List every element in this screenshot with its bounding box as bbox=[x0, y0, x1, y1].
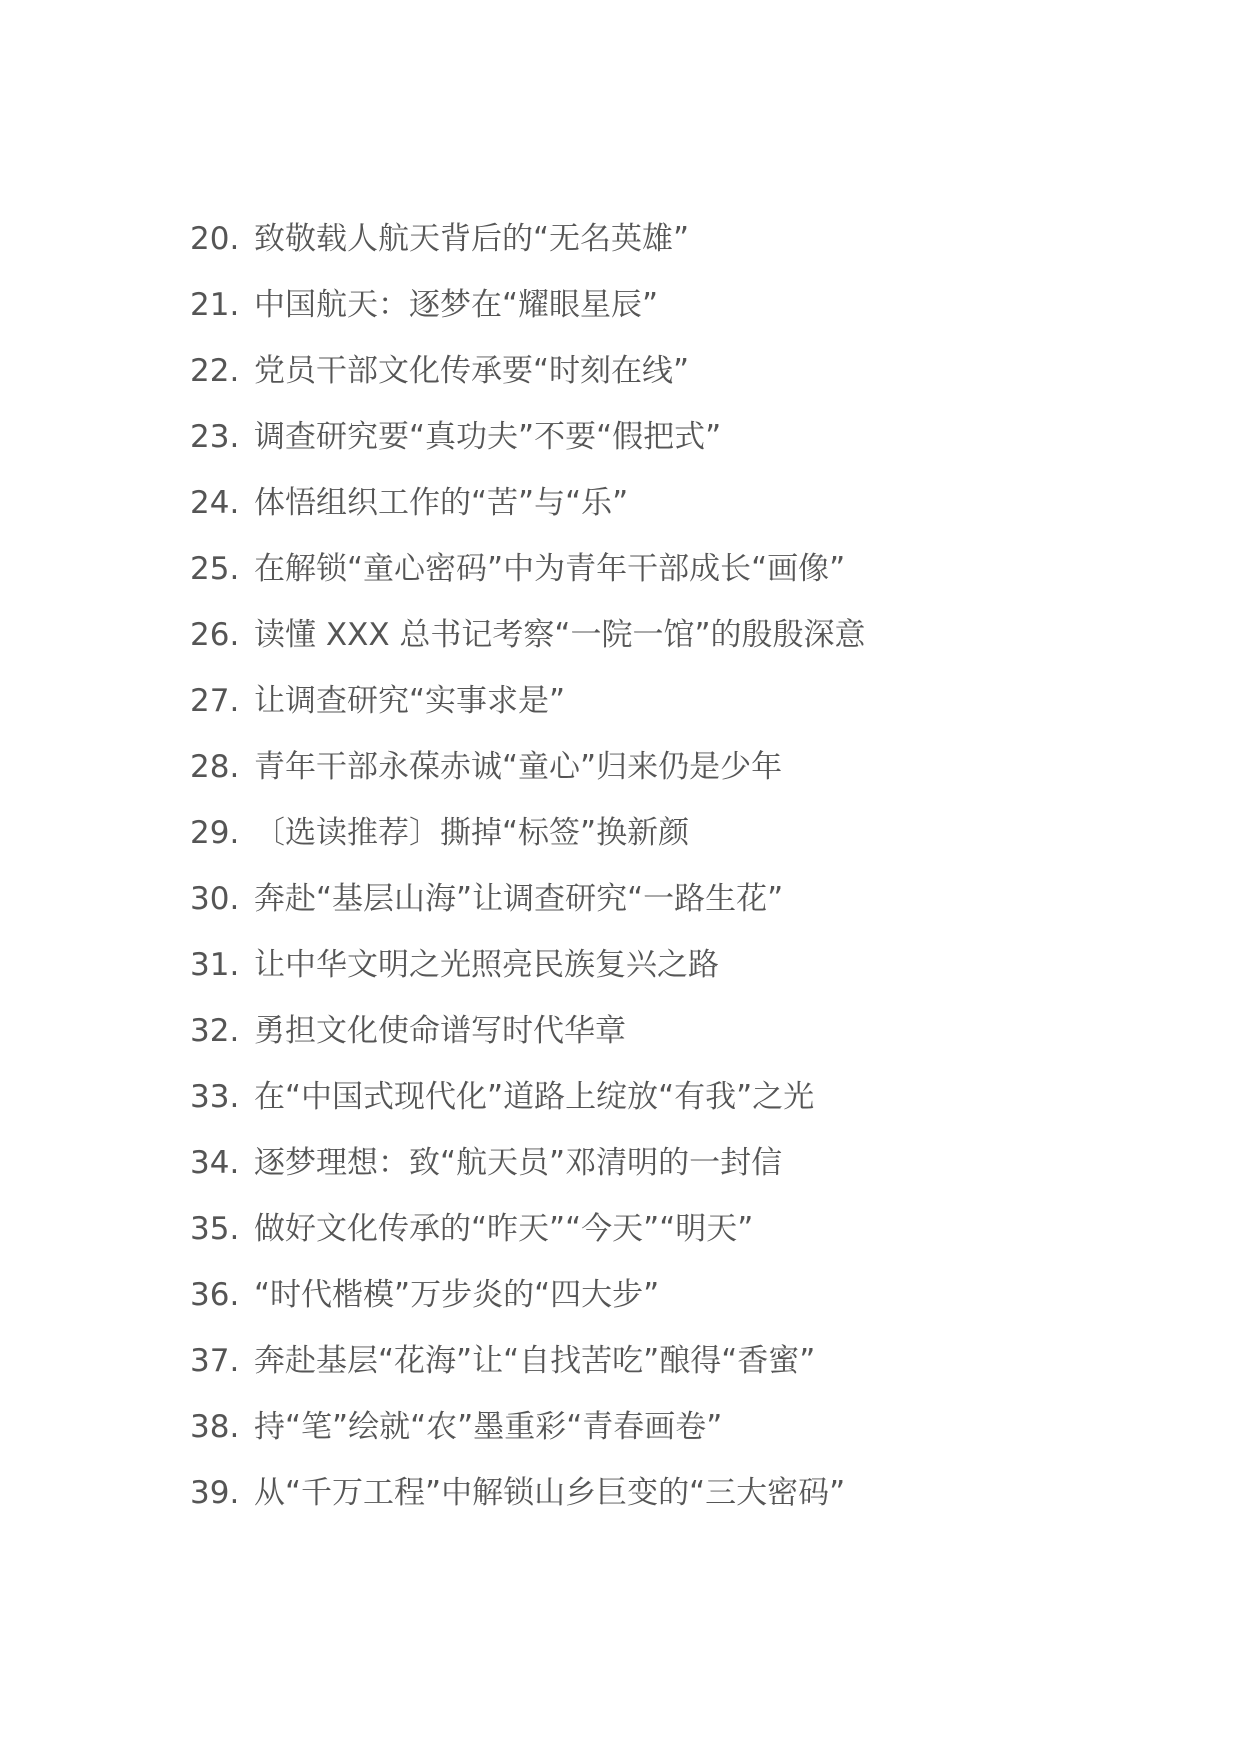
item-text: 中国航天：逐梦在“耀眼星辰” bbox=[254, 287, 659, 323]
list-item bbox=[190, 602, 1190, 668]
list-item bbox=[190, 668, 1190, 734]
list-item bbox=[190, 734, 1190, 800]
item-text: 体悟组织工作的“苦”与“乐” bbox=[254, 485, 629, 521]
list-item bbox=[190, 404, 1190, 470]
list-item bbox=[190, 272, 1190, 338]
item-text: 在“中国式现代化”道路上绽放“有我”之光 bbox=[254, 1079, 815, 1115]
list-item bbox=[190, 1328, 1190, 1394]
item-text: 逐梦理想：致“航天员”邓清明的一封信 bbox=[254, 1145, 783, 1181]
item-text: “时代楷模”万步炎的“四大步” bbox=[254, 1277, 660, 1313]
item-number: 34. bbox=[190, 1145, 240, 1181]
item-text: 勇担文化使命谱写时代华章 bbox=[254, 1013, 626, 1049]
list-item bbox=[190, 536, 1190, 602]
item-text: 让调查研究“实事求是” bbox=[254, 683, 566, 719]
item-text: 青年干部永葆赤诚“童心”归来仍是少年 bbox=[254, 749, 783, 785]
item-text: 在解锁“童心密码”中为青年干部成长“画像” bbox=[254, 551, 846, 587]
item-number: 37. bbox=[190, 1343, 240, 1379]
item-number: 28. bbox=[190, 749, 240, 785]
item-text: 做好文化传承的“昨天”“今天”“明天” bbox=[254, 1211, 754, 1247]
list-item bbox=[190, 1196, 1190, 1262]
item-text: 奔赴基层“花海”让“自找苦吃”酿得“香蜜” bbox=[254, 1343, 816, 1379]
list-item bbox=[190, 338, 1190, 404]
list-item bbox=[190, 1130, 1190, 1196]
list-item bbox=[190, 470, 1190, 536]
article-list bbox=[190, 206, 1190, 1526]
item-number: 32. bbox=[190, 1013, 240, 1049]
item-number: 29. bbox=[190, 815, 240, 851]
item-text: 党员干部文化传承要“时刻在线” bbox=[254, 353, 690, 389]
list-item bbox=[190, 1262, 1190, 1328]
item-number: 39. bbox=[190, 1475, 240, 1511]
item-text: 奔赴“基层山海”让调查研究“一路生花” bbox=[254, 881, 784, 917]
item-number: 30. bbox=[190, 881, 240, 917]
item-number: 31. bbox=[190, 947, 240, 983]
list-item bbox=[190, 1064, 1190, 1130]
item-text: 〔选读推荐〕撕掉“标签”换新颜 bbox=[254, 815, 690, 851]
item-number: 22. bbox=[190, 353, 240, 389]
item-number: 26. bbox=[190, 617, 240, 653]
item-number: 27. bbox=[190, 683, 240, 719]
list-item bbox=[190, 206, 1190, 272]
item-number: 36. bbox=[190, 1277, 240, 1313]
item-number: 35. bbox=[190, 1211, 240, 1247]
item-number: 24. bbox=[190, 485, 240, 521]
item-text: 读懂 XXX 总书记考察“一院一馆”的殷殷深意 bbox=[254, 617, 866, 653]
item-number: 21. bbox=[190, 287, 240, 323]
item-text: 从“千万工程”中解锁山乡巨变的“三大密码” bbox=[254, 1475, 846, 1511]
item-number: 33. bbox=[190, 1079, 240, 1115]
item-number: 25. bbox=[190, 551, 240, 587]
list-item bbox=[190, 998, 1190, 1064]
item-number: 20. bbox=[190, 221, 240, 257]
item-text: 调查研究要“真功夫”不要“假把式” bbox=[254, 419, 722, 455]
list-item bbox=[190, 1394, 1190, 1460]
item-number: 23. bbox=[190, 419, 240, 455]
item-text: 持“笔”绘就“农”墨重彩“青春画卷” bbox=[254, 1409, 723, 1445]
list-item bbox=[190, 932, 1190, 998]
list-item bbox=[190, 800, 1190, 866]
item-text: 让中华文明之光照亮民族复兴之路 bbox=[254, 947, 719, 983]
item-number: 38. bbox=[190, 1409, 240, 1445]
list-item bbox=[190, 866, 1190, 932]
list-item bbox=[190, 1460, 1190, 1526]
item-text: 致敬载人航天背后的“无名英雄” bbox=[254, 221, 690, 257]
